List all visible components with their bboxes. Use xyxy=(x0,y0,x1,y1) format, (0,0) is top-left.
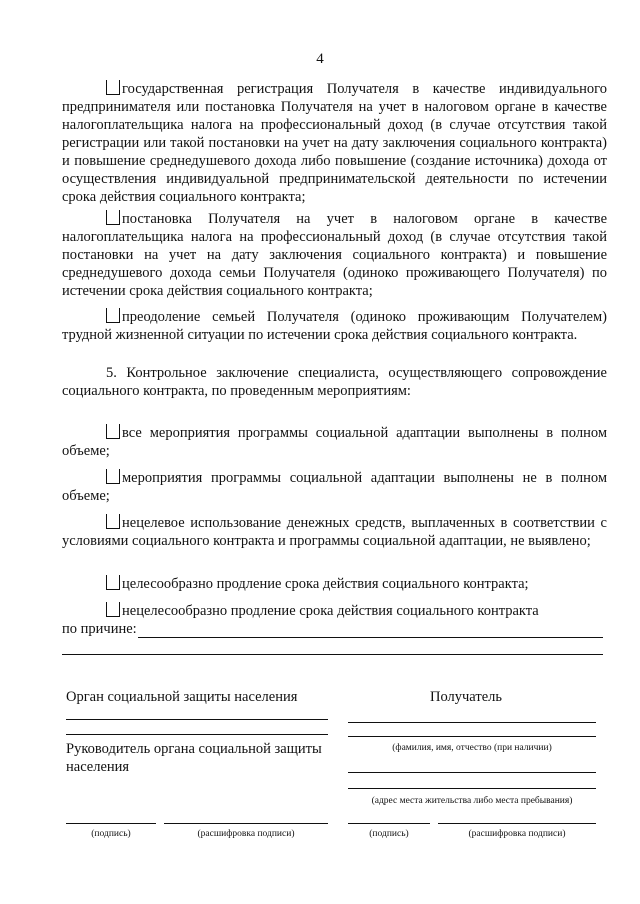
section5-heading xyxy=(62,364,607,400)
checkbox-all-done[interactable] xyxy=(106,424,120,439)
reason-line-2[interactable] xyxy=(62,654,603,655)
checkbox-no-extend[interactable] xyxy=(106,602,120,617)
recipient-fio-line-2[interactable] xyxy=(348,736,596,737)
section5-heading-text: 5. Контрольное заключение специалиста, осуществляющего сопровождение социального контракта, по проведенным мероприятиям: xyxy=(62,365,607,399)
item-tax-registration-text: постановка Получателя на учет в налоговом органе в качестве налогоплательщика налога на профессиональный доход (в случае отсутствия такой постановки на учет на дату заключения социального контракта) и повышение среднедушевого дохода семьи Получателя (одиноко проживающего Получателя) по истечении срока действия социального контракта; xyxy=(62,211,607,299)
item-overcoming-text: преодоление семьей Получателя (одиноко проживающим Получателем) трудной жизненной ситуации по истечении срока действия социального контракта. xyxy=(62,309,607,343)
option-partially-done xyxy=(62,469,607,505)
org-line-1[interactable] xyxy=(66,719,328,720)
checkbox-partially-done[interactable] xyxy=(106,469,120,484)
item-overcoming xyxy=(62,308,607,344)
org-line-2[interactable] xyxy=(66,734,328,735)
head-decoding-caption: (расшифровка подписи) xyxy=(197,829,295,839)
option-all-done-text: все мероприятия программы социальной адаптации выполнены в полном объеме; xyxy=(62,425,607,459)
recipient-decoding-caption: (расшифровка подписи) xyxy=(468,829,566,839)
head-label: Руководитель органа социальной защиты населения xyxy=(66,741,322,775)
head-signature-line[interactable] xyxy=(66,823,156,824)
checkbox-state-registration[interactable] xyxy=(106,80,120,95)
address-caption: (адрес места жительства либо места пребывания) xyxy=(371,796,573,806)
recipient-signature-line[interactable] xyxy=(348,823,430,824)
checkbox-tax-registration[interactable] xyxy=(106,210,120,225)
recipient-label: Получатель xyxy=(430,689,502,705)
recipient-fio-line-1[interactable] xyxy=(348,722,596,723)
org-label: Орган социальной защиты населения xyxy=(66,689,298,705)
item-state-registration xyxy=(62,80,607,206)
option-extend xyxy=(62,575,607,593)
checkbox-no-misuse[interactable] xyxy=(106,514,120,529)
checkbox-extend[interactable] xyxy=(106,575,120,590)
item-state-registration-text: государственная регистрация Получателя в качестве индивидуального предпринимателя или постановка Получателя на учет в налоговом органе в качестве налогоплательщика налога на профессиональный доход (в случае отсутствия такой регистрации или такой постановки на учет на дату заключения социального контракта) и повышение среднедушевого дохода либо повышение (создание источника) дохода от осуществления индивидуальной предпринимательской деятельности по истечении срока действия социального контракта; xyxy=(62,81,607,205)
option-extend-text: целесообразно продление срока действия социального контракта; xyxy=(122,576,529,592)
checkbox-overcoming[interactable] xyxy=(106,308,120,323)
option-no-extend xyxy=(62,602,607,620)
option-partially-done-text: мероприятия программы социальной адаптации выполнены не в полном объеме; xyxy=(62,470,607,504)
head-decoding-line[interactable] xyxy=(164,823,328,824)
recipient-decoding-line[interactable] xyxy=(438,823,596,824)
item-tax-registration xyxy=(62,210,607,300)
reason-line-1[interactable] xyxy=(138,637,603,638)
reason-label: по причине: xyxy=(62,621,137,637)
recipient-signature-caption: (подпись) xyxy=(369,829,409,839)
recipient-address-line-2[interactable] xyxy=(348,788,596,789)
option-no-misuse xyxy=(62,514,607,550)
head-signature-caption: (подпись) xyxy=(91,829,131,839)
page-number: 4 xyxy=(316,51,324,67)
fio-caption: (фамилия, имя, отчество (при наличии) xyxy=(392,743,552,753)
option-no-extend-text: нецелесообразно продление срока действия социального контракта xyxy=(122,603,539,619)
recipient-address-line-1[interactable] xyxy=(348,772,596,773)
option-all-done xyxy=(62,424,607,460)
option-no-misuse-text: нецелевое использование денежных средств, выплаченных в соответствии с условиями социального контракта и программы социальной адаптации, не выявлено; xyxy=(62,515,607,549)
